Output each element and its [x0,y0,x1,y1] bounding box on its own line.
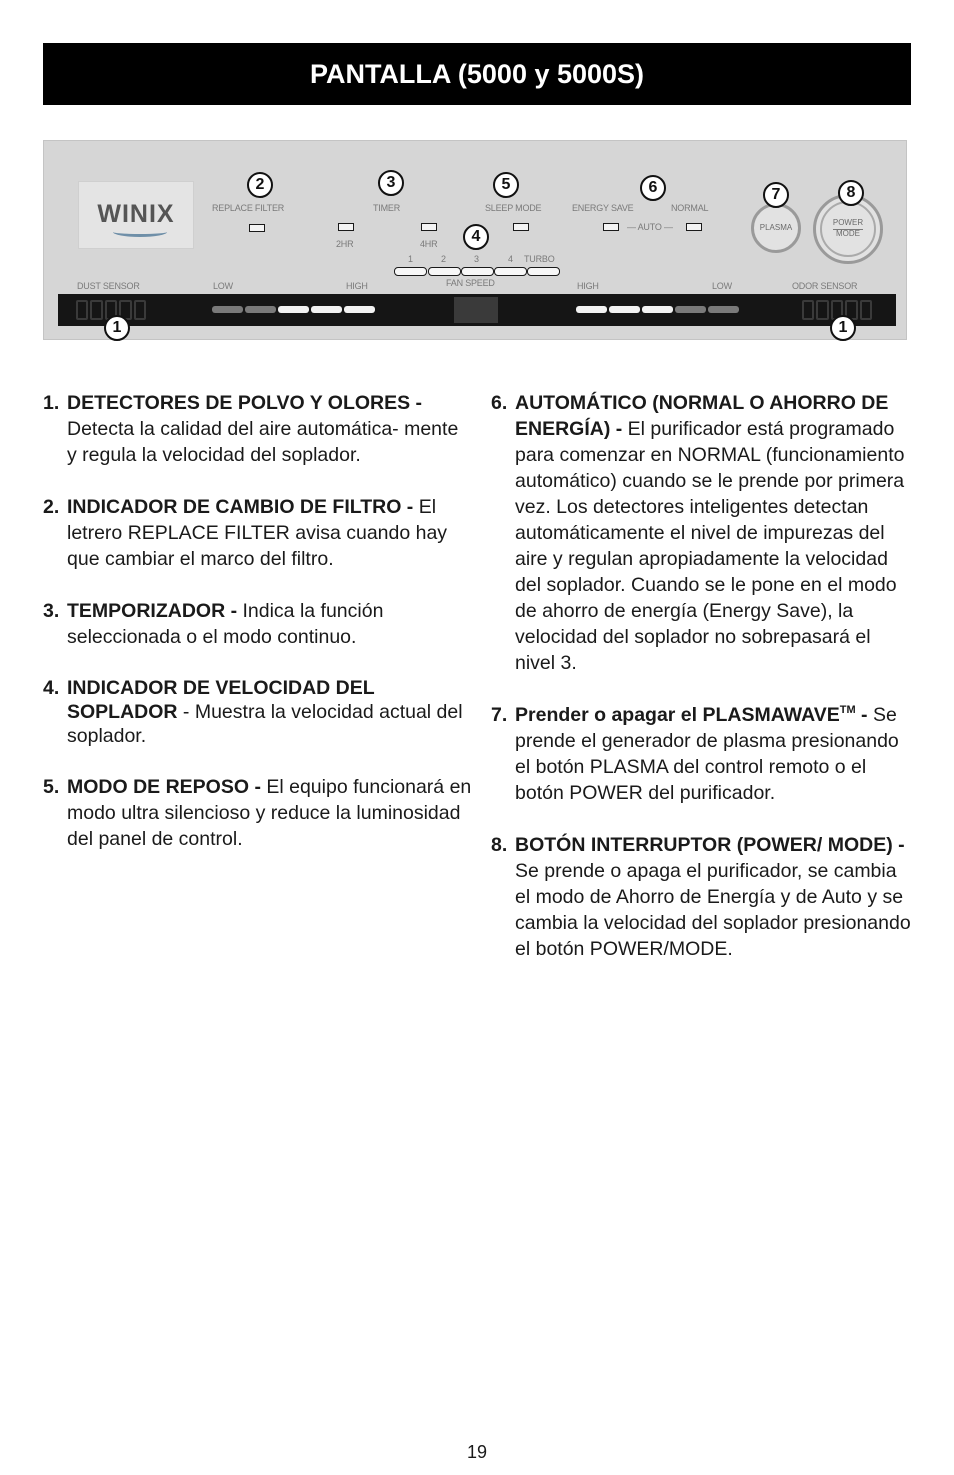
item-number: 6. [491,392,508,414]
item-body: Detecta la calidad del aire automática- mente y regula la velocidad del soplador. [67,418,459,466]
label-4hr: 4HR [420,239,438,249]
label-fan-3: 3 [474,254,479,264]
fan-speed-segment [527,267,560,276]
label-odor-sensor: ODOR SENSOR [792,281,858,291]
label-high-right: HIGH [577,281,599,291]
label-low-left: LOW [213,281,233,291]
list-item [491,832,916,962]
level-segment [675,306,706,313]
plasma-button [751,203,801,253]
item-number: 3. [43,600,60,622]
item-number: 8. [491,834,508,856]
label-timer: TIMER [373,203,400,213]
level-segment [278,306,309,313]
item-body: El letrero REPLACE FILTER avisa cuando hay que cambiar el marco del filtro. [67,496,448,570]
list-item [43,676,473,748]
item-body: Se prende o apaga el purificador, se cambia el modo de Ahorro de Energía y de Auto y se cambia la velocidad del soplador presionando el botón POWER/MODE. [515,860,911,960]
page-title: PANTALLA (5000 y 5000S) [43,43,911,105]
callout-7: 7 [763,182,789,208]
label-auto: — AUTO — [627,222,673,232]
replace-filter-led [249,224,265,232]
level-segment [344,306,375,313]
item-body: El equipo funcionará en modo ultra silencioso y reduce la luminosidad del panel de control. [67,776,472,850]
item-body: Indica la función seleccionada o el modo continuo. [67,600,384,648]
item-body: Se prende el generador de plasma presionando el botón PLASMA del control remoto o el botón POWER del purificador. [515,704,899,804]
level-segment [708,306,739,313]
energy-save-led [603,223,619,231]
item-number: 7. [491,704,508,726]
callout-6: 6 [640,175,666,201]
label-low-right: LOW [712,281,732,291]
level-segment [311,306,342,313]
callout-4: 4 [463,224,489,250]
brand-name: WINIX [97,200,175,228]
label-dust-sensor: DUST SENSOR [77,281,140,291]
trademark-sup: TM [839,704,856,716]
level-segment [576,306,607,313]
fan-speed-segment [494,267,527,276]
item-heading: MODO DE REPOSO - [67,776,261,798]
item-number: 4. [43,677,60,699]
fan-speed-segment [461,267,494,276]
logo-swoosh-icon [113,227,167,237]
item-heading: INDICADOR DE VELOCIDAD DEL SOPLADOR [67,677,375,723]
timer-4hr-led [421,223,437,231]
power-button-label: POWER [833,219,863,230]
normal-led [686,223,702,231]
label-energy-save: ENERGY SAVE [572,203,634,213]
mode-button-label: MODE [836,229,860,238]
item-number: 1. [43,392,60,414]
sleep-mode-led [513,223,529,231]
left-column [43,390,473,878]
item-number: 5. [43,776,60,798]
label-2hr: 2HR [336,239,354,249]
fan-speed-segment [428,267,461,276]
fan-speed-segment [394,267,427,276]
list-item [43,598,473,650]
list-item [43,494,473,572]
label-sleep-mode: SLEEP MODE [485,203,542,213]
item-body: - Muestra la velocidad actual del soplador. [67,701,463,747]
level-segment [642,306,673,313]
label-fan-turbo: TURBO [524,254,555,264]
brand-logo [78,181,194,249]
item-heading: INDICADOR DE CAMBIO DE FILTRO - [67,496,414,518]
item-heading-dash: - [855,704,868,726]
list-item [491,702,916,806]
item-body: El purificador está programado para comenzar en NORMAL (funcionamiento automático) cuando se le prende por primera vez. Los detectores inteligentes detectan automáticamente el nivel de impurezas del aire y regulan apropiadamente la velocidad del soplador. Cuando se le pone en el modo de ahorro de energía (Energy Save), la velocidad del soplador no sobrepasará el nivel 3. [515,418,905,674]
page-number: 19 [466,1442,488,1462]
callout-3: 3 [378,170,404,196]
item-heading: DETECTORES DE POLVO Y OLORES - [67,392,423,414]
center-display [454,297,498,323]
callout-5: 5 [493,172,519,198]
control-panel-illustration [43,140,907,340]
callout-8: 8 [838,180,864,206]
right-column [491,390,916,988]
label-replace-filter: REPLACE FILTER [212,203,285,213]
label-fan-1: 1 [408,254,413,264]
item-heading: AUTOMÁTICO (NORMAL O AHORRO DE ENERGÍA) - [515,392,889,440]
list-item [43,774,473,852]
level-segment [245,306,276,313]
label-fan-speed: FAN SPEED [446,278,495,288]
label-fan-2: 2 [441,254,446,264]
level-segment [609,306,640,313]
item-heading: Prender o apagar el PLASMAWAVE [515,704,840,726]
label-fan-4: 4 [508,254,513,264]
dust-level-bar [212,306,375,313]
callout-1-right: 1 [830,315,856,341]
item-heading: BOTÓN INTERRUPTOR (POWER/ MODE) - [515,834,905,856]
list-item [43,390,473,468]
callout-2: 2 [247,172,273,198]
odor-level-bar [576,306,739,313]
callout-1-left: 1 [104,315,130,341]
level-segment [212,306,243,313]
list-item [491,390,916,676]
label-high-left: HIGH [346,281,368,291]
item-heading: TEMPORIZADOR - [67,600,238,622]
timer-2hr-led [338,223,354,231]
item-number: 2. [43,496,60,518]
power-mode-inner-ring [820,201,876,257]
plasma-button-label: PLASMA [759,222,793,232]
label-normal: NORMAL [671,203,709,213]
